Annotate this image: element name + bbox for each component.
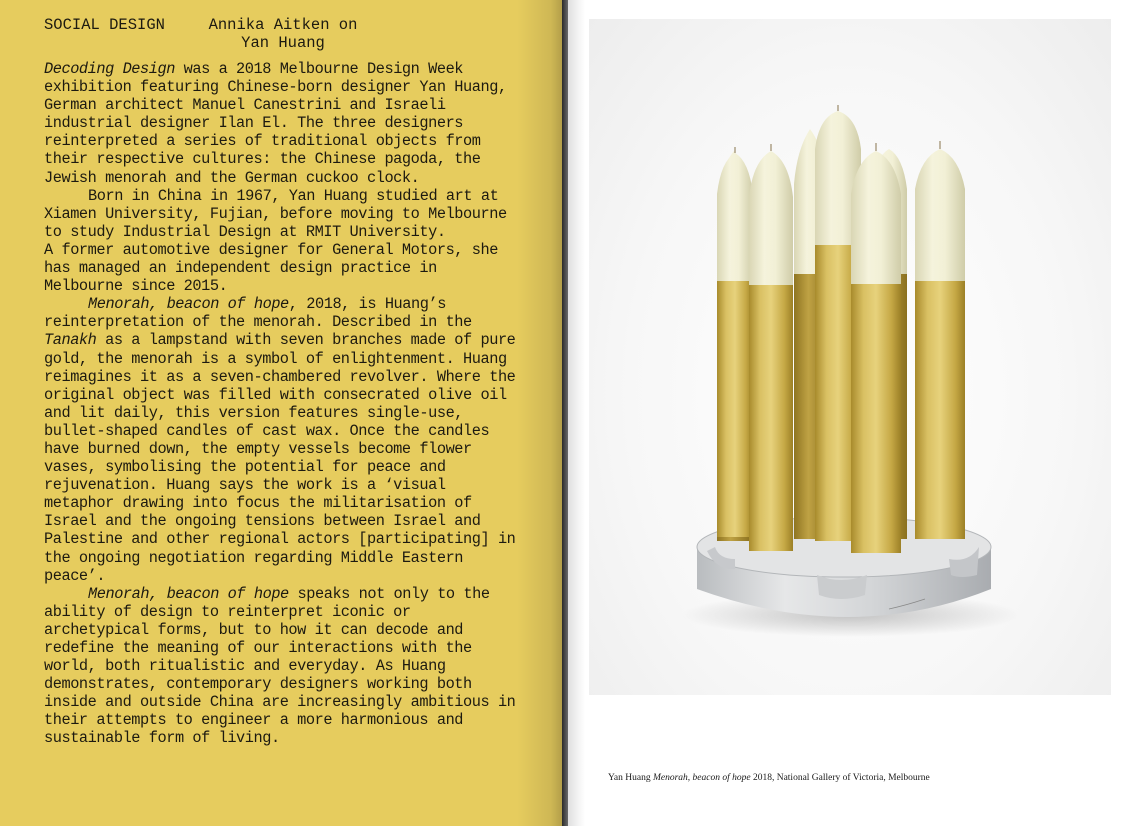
photo-caption bbox=[608, 773, 1088, 783]
candle-front-left bbox=[749, 144, 793, 551]
byline-author: Annika Aitken on bbox=[208, 16, 358, 34]
byline bbox=[208, 16, 358, 52]
paragraph-4-text-a: , 2018, is Huang’s reinterpretation of the menorah. Described in the bbox=[44, 295, 472, 332]
caption-artist: Yan Huang bbox=[608, 773, 653, 783]
caption-title: Menorah, beacon of hope bbox=[652, 773, 751, 783]
paragraph-1-text: was a 2018 Melbourne Design Week exhibition featuring Chinese-born designer Yan Huang, German architect Manuel Canestrini and Israeli industrial designer Ilan El. The three designers reinterpreted a series of traditional objects from their respective cultures: the Chinese pagoda, the Jewish menorah and the German cuckoo clock. bbox=[44, 60, 507, 187]
paragraph-4 bbox=[44, 295, 524, 585]
candle-front-right bbox=[851, 143, 901, 553]
menorah-photograph bbox=[589, 19, 1111, 695]
menorah-illustration bbox=[589, 19, 1111, 695]
article-body bbox=[44, 60, 524, 748]
paragraph-1 bbox=[44, 60, 524, 187]
left-page bbox=[0, 0, 562, 826]
paragraph-4-text-b: as a lampstand with seven branches made of pure gold, the menorah is a symbol of enlightenment. Huang reimagines it as a seven-chambered revolver. Where the original object was filled with consecrated olive oil and lit daily, this version features single-use, bullet-shaped candles of cast wax. Once the candles have burned down, the empty vessels become flower vases, symbolising the potential for peace and rejuvenation. Huang says the work is a ‘visual metaphor drawing into focus the militarisation of Israel and the ongoing tensions between Israel and Palestine and other regional actors [participating] in the ongoing negotiation regarding Middle Eastern peace’. bbox=[44, 331, 516, 585]
right-page bbox=[568, 0, 1130, 826]
section-title: SOCIAL DESIGN bbox=[44, 16, 165, 34]
candle-front-far-left bbox=[717, 147, 753, 537]
exhibition-title: Decoding Design bbox=[44, 60, 175, 78]
paragraph-3: A former automotive designer for General Motors, she has managed an independent design practice in Melbourne since 2015. bbox=[44, 240, 498, 296]
paragraph-5-text: speaks not only to the ability of design to reinterpret iconic or archetypical forms, but to how it can decode and redefine the meaning of our interactions with the world, both ritualistic and everyday. As Huang demonstrates, contemporary designers working both inside and outside China are increasingly ambitious in their attempts to engineer a more harmonious and sustainable form of living. bbox=[44, 584, 516, 748]
caption-details: 2018, National Gallery of Victoria, Melbourne bbox=[750, 773, 930, 783]
paragraph-5 bbox=[44, 585, 524, 748]
paragraph-2: Born in China in 1967, Yan Huang studied art at Xiamen University, Fujian, before moving to Melbourne to study Industrial Design at RMIT University. bbox=[44, 186, 507, 241]
work-title-2: Menorah, beacon of hope bbox=[88, 584, 289, 603]
work-title: Menorah, beacon of hope bbox=[88, 295, 289, 314]
candle-front-far-right bbox=[915, 141, 965, 539]
tanakh: Tanakh bbox=[44, 331, 97, 350]
byline-subject: Yan Huang bbox=[241, 34, 325, 52]
